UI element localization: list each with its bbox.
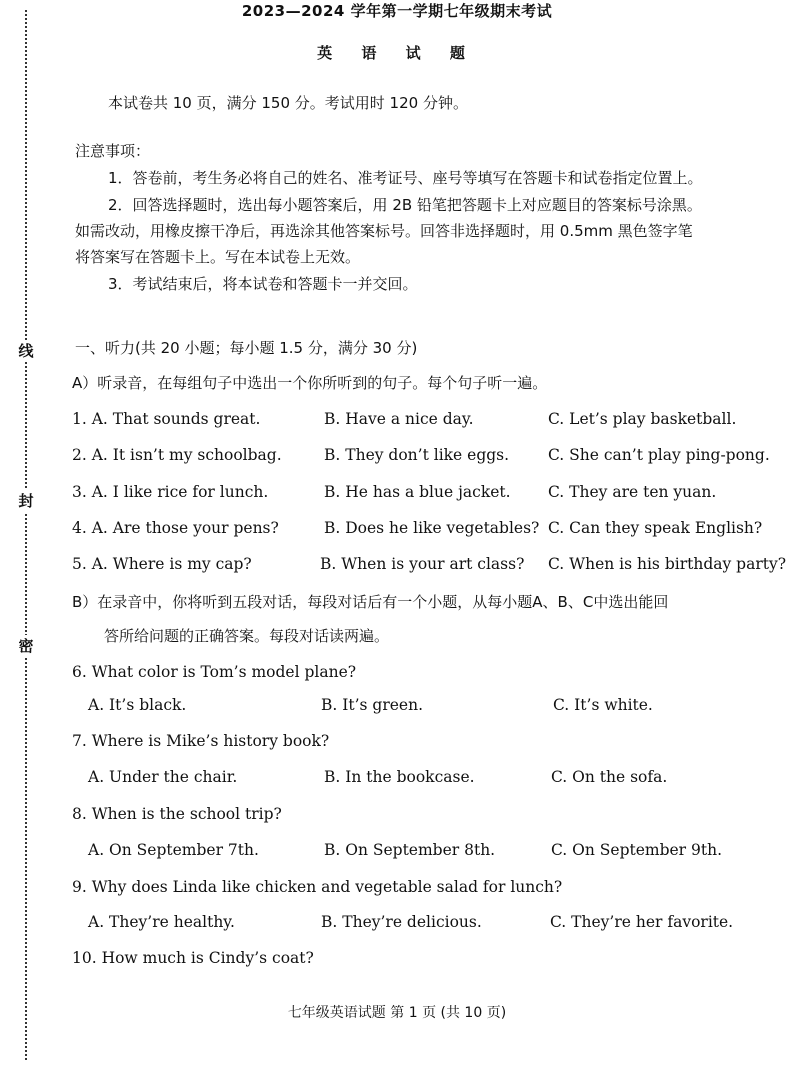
question-10-stem: 10. How much is Cindy’s coat? xyxy=(72,949,314,967)
question-2-option-b: B. They don’t like eggs. xyxy=(324,446,510,464)
question-3-option-c: C. They are ten yuan. xyxy=(548,483,717,501)
question-1-option-a: 1. A. That sounds great. xyxy=(72,410,261,428)
question-8-option-c: C. On September 9th. xyxy=(551,841,723,859)
question-9-option-b: B. They’re delicious. xyxy=(321,913,482,931)
question-9-option-a: A. They’re healthy. xyxy=(88,913,235,931)
exam-info: 本试卷共 10 页，满分 150 分。考试用时 120 分钟。 xyxy=(108,94,468,112)
question-7-option-a: A. Under the chair. xyxy=(88,768,238,786)
note-item-2-line-1: 2．回答选择题时，选出每小题答案后，用 2B 铅笔把答题卡上对应题目的答案标号涂黑。 xyxy=(108,196,702,214)
question-8-option-a: A. On September 7th. xyxy=(88,841,259,859)
question-3-option-a: 3. A. I like rice for lunch. xyxy=(72,483,269,501)
question-6-stem: 6. What color is Tom’s model plane? xyxy=(72,663,357,681)
section-heading: 一、听力(共 20 小题；每小题 1.5 分，满分 30 分) xyxy=(75,339,418,357)
subject-title: 英 语 试 题 xyxy=(317,44,477,62)
question-8-option-b: B. On September 8th. xyxy=(324,841,496,859)
question-7-stem: 7. Where is Mike’s history book? xyxy=(72,732,330,750)
binding-char-mi: 密 xyxy=(16,635,36,657)
question-9-stem: 9. Why does Linda like chicken and vegetable salad for lunch? xyxy=(72,878,563,896)
note-item-2-line-2: 如需改动，用橡皮擦干净后，再选涂其他答案标号。回答非选择题时，用 0.5mm 黑色签字笔 xyxy=(75,222,693,240)
question-6-option-a: A. It’s black. xyxy=(88,696,187,714)
question-3-option-b: B. He has a blue jacket. xyxy=(324,483,511,501)
note-item-3: 3．考试结束后，将本试卷和答题卡一并交回。 xyxy=(108,275,418,293)
question-7-option-b: B. In the bookcase. xyxy=(324,768,475,786)
question-2-option-c: C. She can’t play ping-pong. xyxy=(548,446,770,464)
question-8-stem: 8. When is the school trip? xyxy=(72,805,282,823)
question-4-option-b: B. Does he like vegetables? xyxy=(324,519,540,537)
binding-char-feng: 封 xyxy=(16,490,36,512)
question-2-option-a: 2. A. It isn’t my schoolbag. xyxy=(72,446,282,464)
binding-char-xian: 线 xyxy=(16,340,36,362)
question-9-option-c: C. They’re her favorite. xyxy=(550,913,734,931)
question-5-option-a: 5. A. Where is my cap? xyxy=(72,555,252,573)
page-footer: 七年级英语试题 第 1 页 (共 10 页) xyxy=(287,1005,507,1021)
note-item-2-line-3: 将答案写在答题卡上。写在本试卷上无效。 xyxy=(75,248,361,266)
question-5-option-c: C. When is his birthday party? xyxy=(548,555,787,573)
part-b-instruction-line-1: B）在录音中，你将听到五段对话，每段对话后有一个小题，从每小题A、B、C中选出能回 xyxy=(72,593,669,611)
notes-heading: 注意事项： xyxy=(75,142,151,160)
binding-dotted-line xyxy=(25,10,27,1060)
question-1-option-b: B. Have a nice day. xyxy=(324,410,474,428)
exam-title: 2023—2024 学年第一学期七年级期末考试 xyxy=(241,2,553,20)
question-6-option-b: B. It’s green. xyxy=(321,696,423,714)
question-4-option-c: C. Can they speak English? xyxy=(548,519,763,537)
note-item-1: 1．答卷前，考生务必将自己的姓名、准考证号、座号等填写在答题卡和试卷指定位置上。 xyxy=(108,169,703,187)
question-7-option-c: C. On the sofa. xyxy=(551,768,668,786)
part-b-instruction-line-2: 答所给问题的正确答案。每段对话读两遍。 xyxy=(104,627,390,645)
question-5-option-b: B. When is your art class? xyxy=(320,555,525,573)
question-6-option-c: C. It’s white. xyxy=(553,696,653,714)
question-4-option-a: 4. A. Are those your pens? xyxy=(72,519,279,537)
part-a-instruction: A）听录音，在每组句子中选出一个你所听到的句子。每个句子听一遍。 xyxy=(72,374,548,392)
question-1-option-c: C. Let’s play basketball. xyxy=(548,410,737,428)
